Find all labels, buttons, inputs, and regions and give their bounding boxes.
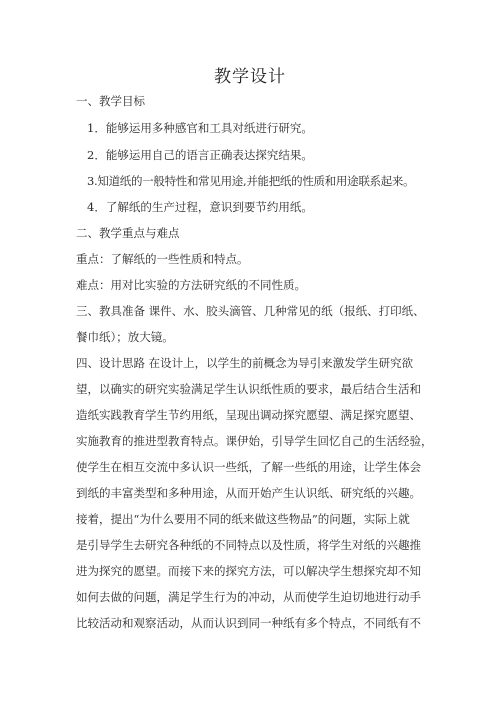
materials-continued: 餐巾纸）；放大镜。 — [76, 330, 174, 344]
key-point-text: 重点：了解纸的一些性质和特点。 — [76, 252, 249, 266]
design-idea-line: 到纸的丰富类型和多种用途，从而开始产生认识纸、研究纸的兴趣。 — [76, 486, 421, 500]
design-idea-line: 接着，提出“为什么要用不同的纸来做这些物品”的问题，实际上就 — [76, 512, 410, 526]
document-title: 教学设计 — [214, 67, 286, 87]
objective-item-1: 1．能够运用多种感官和工具对纸进行研究。 — [87, 121, 313, 135]
section-heading-materials: 三、教具准备 课件、水、胶头滴管、几种常见的纸（报纸、打印纸、 — [76, 304, 425, 318]
design-idea-line: 四、设计思路 在设计上，以学生的前概念为导引来激发学生研究欲 — [76, 356, 414, 370]
objective-item-3: 3.知道纸的一般特性和常见用途,并能把纸的性质和用途联系起来。 — [87, 174, 415, 188]
design-idea-line: 望，以确实的研究实验满足学生认识纸性质的要求，最后结合生活和 — [76, 382, 421, 396]
objective-item-2: 2．能够运用自己的语言正确表达探究结果。 — [87, 148, 313, 162]
section-heading-objectives: 一、教学目标 — [76, 94, 145, 108]
objective-item-4: 4．了解纸的生产过程，意识到要节约用纸。 — [87, 200, 313, 214]
design-idea-line: 进为探究的愿望。而接下来的探究方法，可以解决学生想探究却不知 — [76, 564, 421, 578]
section-heading-key-points: 二、教学重点与难点 — [76, 226, 180, 240]
design-idea-line: 比较活动和观察活动，从而认识到同一种纸有多个特点，不同纸有不 — [76, 616, 421, 630]
design-idea-line: 造纸实践教育学生节约用纸，呈现出调动探究愿望、满足探究愿望、 — [76, 408, 421, 422]
design-idea-line: 实施教育的推进型教育特点。课伊始，引导学生回忆自己的生活经验， — [76, 434, 433, 448]
design-idea-line: 如何去做的问题，满足学生行为的冲动，从而使学生迫切地进行动手 — [76, 590, 421, 604]
difficulty-text: 难点：用对比实验的方法研究纸的不同性质。 — [76, 278, 306, 292]
design-idea-line: 是引导学生去研究各种纸的不同特点以及性质，将学生对纸的兴趣推 — [76, 538, 421, 552]
design-idea-line: 使学生在相互交流中多认识一些纸，了解一些纸的用途，让学生体会 — [76, 460, 421, 474]
